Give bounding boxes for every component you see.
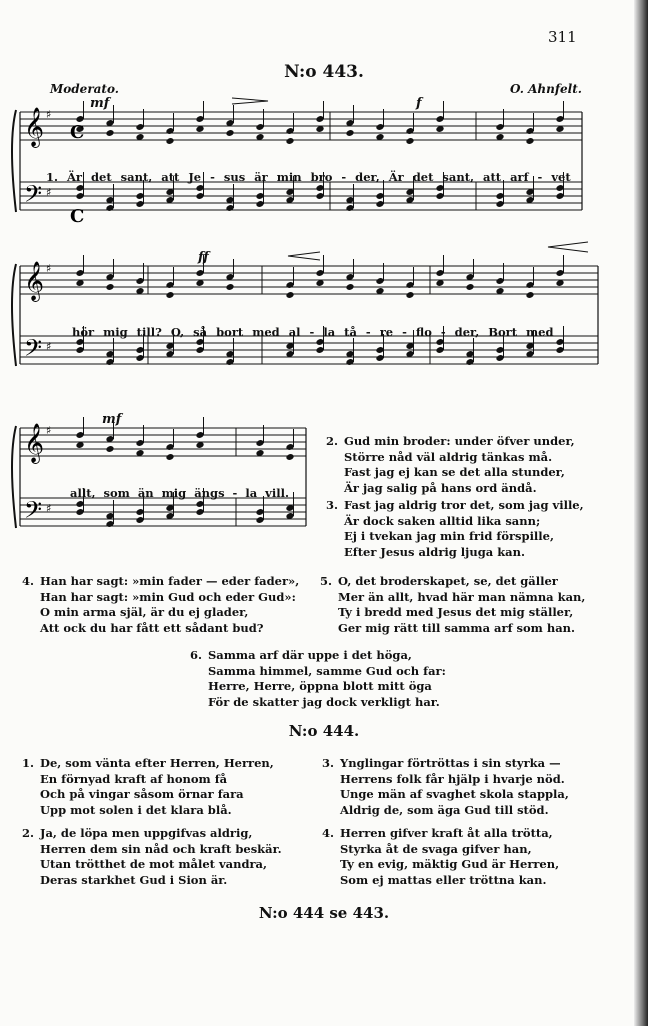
dynamic-ff: ff <box>198 250 209 265</box>
verse-line: Fast jag aldrig tror det, som jag ville, <box>344 498 584 512</box>
verse-6 <box>190 648 446 710</box>
notehead <box>405 137 414 145</box>
verse-number: 2. <box>22 826 35 840</box>
verse-line: De, som vänta efter Herren, Herren, <box>40 756 274 770</box>
verse-line: Efter Jesus aldrig ljuga kan. <box>344 544 525 559</box>
verse-line: Mer än allt, hvad här man nämna kan, <box>338 589 586 604</box>
sharp-key-signature: ♯ <box>46 424 52 437</box>
treble-clef-icon: 𝄞 <box>24 261 45 301</box>
treble-clef-icon: 𝄞 <box>24 423 45 463</box>
verse-line: Utan trötthet de mot målet vandra, <box>40 857 268 871</box>
verse-line: Att ock du har fått ett sådant bud? <box>40 620 264 635</box>
page-number: 311 <box>548 28 577 46</box>
verse-line: Är dock saken alltid lika sann; <box>344 513 541 528</box>
verse-line: Ty en evig, mäktig Gud är Herren, <box>340 857 560 871</box>
notehead <box>345 283 354 291</box>
dynamic-mf: mf <box>90 96 110 111</box>
verse-line: Herre, Herre, öppna blott mitt öga <box>208 679 432 693</box>
hymn-443-title: N:o 443. <box>284 62 364 82</box>
dynamic-f: f <box>416 96 422 111</box>
verse-line: Och på vingar såsom örnar fara <box>40 787 244 801</box>
system-brace <box>12 264 16 366</box>
hymn-444-verse-1 <box>22 756 274 818</box>
lyrics-line-1: 1. Är det sant, att Je - sus är min bro - der, Är det sant, att arf - vet <box>46 170 571 184</box>
verse-line: O min arma själ, är du ej glader, <box>40 605 249 619</box>
notehead <box>105 445 114 453</box>
notehead <box>465 283 474 291</box>
verse-line: För de skatter jag dock verkligt har. <box>208 694 440 709</box>
verse-line: Herren gifver kraft åt alla trötta, <box>340 826 553 840</box>
verse-line: Han har sagt: »min fader — eder fader», <box>40 574 300 588</box>
verse-line: Ger mig rätt till samma arf som han. <box>338 620 576 635</box>
system-brace <box>12 426 16 528</box>
verse-number: 5. <box>320 574 333 588</box>
notehead <box>405 291 414 299</box>
notehead <box>345 129 354 137</box>
verse-line: Ty i bredd med Jesus det mig ställer, <box>338 605 574 619</box>
hymn-444-verse-4 <box>322 826 559 888</box>
crescendo-hairpin <box>548 242 588 252</box>
verse-5 <box>320 574 585 636</box>
verse-number: 3. <box>326 498 339 512</box>
verse-number: 2. <box>326 434 339 448</box>
sharp-key-signature: ♯ <box>46 186 52 199</box>
verse-4 <box>22 574 299 636</box>
composer: O. Ahnfelt. <box>510 82 582 96</box>
lyrics-line-2: hör mig till? O, så bort med al - la tå - re - flo - der, Bort med <box>72 325 554 339</box>
hymn-444-verse-3 <box>322 756 569 818</box>
hymn-444-title: N:o 444. <box>288 722 360 740</box>
verse-line: Herrens folk får hjälp i hvarje nöd. <box>340 771 565 786</box>
sharp-key-signature: ♯ <box>46 108 52 121</box>
verse-number: 1. <box>22 756 35 770</box>
notehead <box>225 129 234 137</box>
verse-line: Gud min broder: under öfver under, <box>344 434 575 448</box>
verse-number: 4. <box>22 574 35 588</box>
notehead <box>225 283 234 291</box>
verse-line: Ja, de löpa men uppgifvas aldrig, <box>40 826 253 840</box>
crescendo-hairpin <box>288 252 320 260</box>
verse-line: Han har sagt: »min Gud och eder Gud»: <box>40 589 296 604</box>
verse-line: Unge män af svaghet skola stappla, <box>340 787 569 801</box>
verse-line: Styrka åt de svaga gifver han, <box>340 841 532 856</box>
lyrics-line-3: allt, som än mig ängs - la vill. <box>70 486 289 500</box>
verse-line: Aldrig de, som äga Gud till stöd. <box>340 802 549 817</box>
tempo-marking: Moderato. <box>50 82 119 96</box>
verse-line: Upp mot solen i det klara blå. <box>40 802 232 817</box>
notehead <box>165 137 174 145</box>
verse-3 <box>326 498 584 560</box>
verse-line: Är jag salig på hans ord ändå. <box>344 480 537 495</box>
notehead <box>105 283 114 291</box>
dynamic-mf-2: mf <box>102 412 122 427</box>
verse-line: Som ej mattas eller tröttna kan. <box>340 872 547 887</box>
verse-line: Ynglingar förtröttas i sin styrka — <box>340 756 561 770</box>
hymn-444-verse-2 <box>22 826 282 888</box>
notehead <box>525 137 534 145</box>
sharp-key-signature: ♯ <box>46 262 52 275</box>
sharp-key-signature: ♯ <box>46 502 52 515</box>
system-brace <box>12 110 16 212</box>
bass-clef-icon: 𝄢 <box>24 496 43 529</box>
verse-2 <box>326 434 575 496</box>
verse-number: 6. <box>190 648 203 662</box>
decrescendo-hairpin <box>232 98 268 104</box>
verse-line: Fast jag ej kan se det alla stunder, <box>344 465 565 479</box>
verse-number: 4. <box>322 826 335 840</box>
notehead <box>285 291 294 299</box>
sharp-key-signature: ♯ <box>46 340 52 353</box>
verse-line: Deras starkhet Gud i Sion är. <box>40 872 228 887</box>
treble-clef-icon: 𝄞 <box>24 107 45 147</box>
bass-clef-icon: 𝄢 <box>24 180 43 213</box>
verse-line: Samma arf där uppe i det höga, <box>208 648 412 662</box>
verse-line: O, det broderskapet, se, det gäller <box>338 574 558 588</box>
verse-line: Ej i tvekan jag min frid förspille, <box>344 529 554 543</box>
notehead <box>285 137 294 145</box>
notehead <box>525 291 534 299</box>
bass-clef-icon: 𝄢 <box>24 334 43 367</box>
notehead <box>165 453 174 461</box>
footer-note: N:o 444 se 443. <box>258 904 390 922</box>
verse-line: Samma himmel, samme Gud och far: <box>208 663 446 678</box>
common-time-signature: C <box>70 206 85 227</box>
common-time-signature: C <box>70 122 85 143</box>
verse-number: 3. <box>322 756 335 770</box>
verse-line: Herren dem sin nåd och kraft beskär. <box>40 841 282 856</box>
notehead <box>165 291 174 299</box>
notehead <box>285 453 294 461</box>
notehead <box>105 129 114 137</box>
verse-line: Större nåd väl aldrig tänkas må. <box>344 449 553 464</box>
verse-line: En förnyad kraft af honom få <box>40 771 228 786</box>
